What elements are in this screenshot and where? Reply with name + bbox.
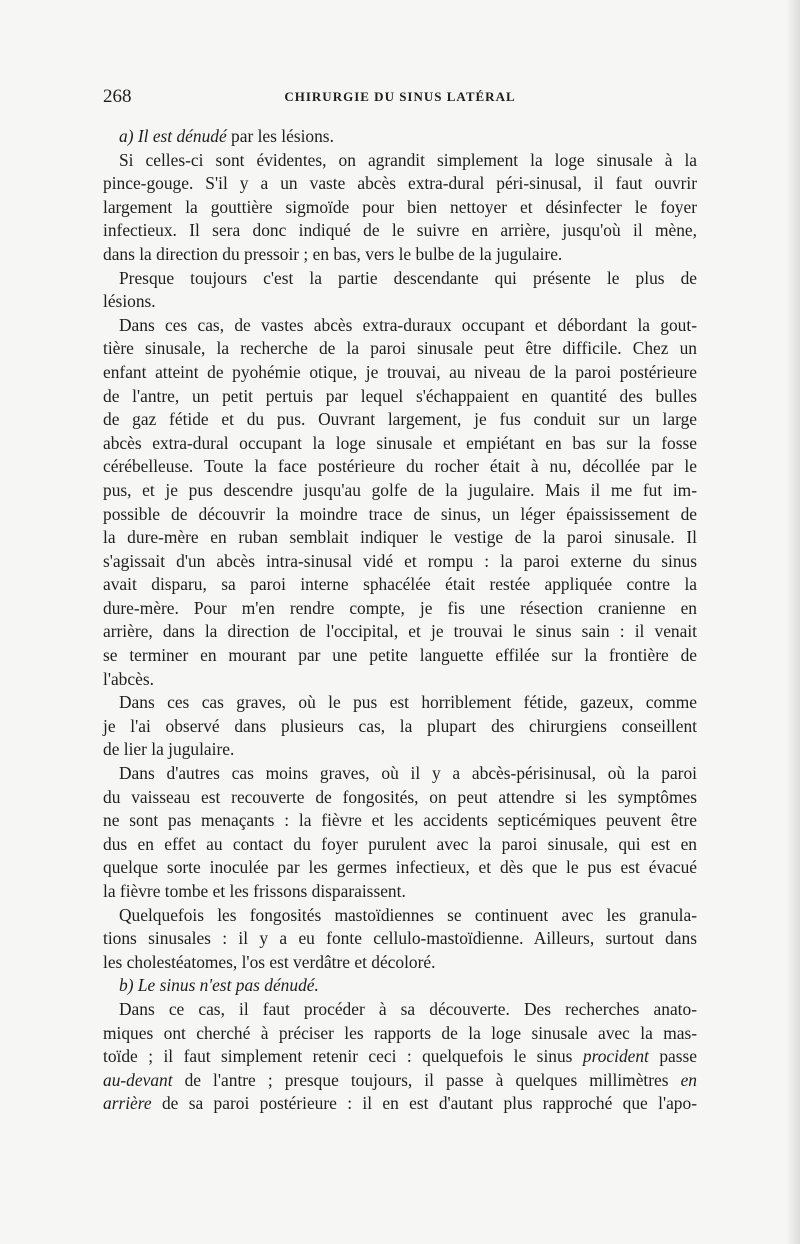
text-segment: la dure-mère en ruban semblait indiquer le vestige de la paroi sinusale. Il [103, 527, 697, 548]
text-segment: possible de découvrir la moindre trace de sinus, un léger épaississement de [103, 503, 697, 524]
text-line [103, 951, 697, 975]
text-line [103, 998, 697, 1022]
text-segment: tière sinusale, la recherche de la paroi sinusale peut être difficile. Chez un [103, 338, 697, 359]
text-segment: passe [648, 1046, 697, 1067]
text-line [103, 290, 697, 314]
text-segment: cérébelleuse. Toute la face postérieure du rocher était à nu, décollée par le [103, 456, 697, 477]
text-segment: quelque sorte inoculée par les germes infectieux, et dès que le pus est évacué [103, 857, 697, 878]
text-segment: largement la gouttière sigmoïde pour bien nettoyer et désinfecter le foyer [103, 196, 697, 217]
text-segment: de sa paroi postérieure : il en est d'autant plus rapproché que l'apo- [151, 1093, 697, 1114]
italic-text: en [680, 1069, 697, 1090]
italic-text: Il est dénudé [137, 126, 227, 146]
text-segment: de gaz fétide et du pus. Ouvrant largement, je fus conduit sur un large [103, 409, 697, 430]
text-line [103, 668, 697, 692]
text-segment: Dans ces cas, de vastes abcès extra-duraux occupant et débordant la gout- [119, 314, 697, 335]
body-text [103, 125, 697, 1116]
italic-text: au-devant [103, 1069, 173, 1090]
text-segment: Presque toujours c'est la partie descendante qui présente le plus de [119, 267, 697, 288]
text-line [103, 337, 697, 361]
italic-text: procident [582, 1046, 649, 1067]
italic-text: arrière [103, 1093, 152, 1114]
text-line [103, 526, 697, 550]
text-line [103, 408, 697, 432]
italic-text: b) Le sinus n'est pas dénudé. [119, 975, 319, 996]
text-line [103, 149, 697, 173]
text-line [103, 1022, 697, 1046]
text-line [103, 1069, 697, 1093]
text-line [103, 243, 697, 267]
text-line [103, 455, 697, 479]
text-line [103, 573, 697, 597]
text-segment: miques ont cherché à préciser les rapports de la loge sinusale avec la mas- [103, 1022, 697, 1043]
text-segment: l'abcès. [103, 668, 154, 689]
text-line [103, 550, 697, 574]
text-segment: pus, et je pus descendre jusqu'au golfe de la jugulaire. Mais il me fut im- [103, 479, 697, 500]
text-line [103, 809, 697, 833]
text-segment: toïde ; il faut simplement retenir ceci : quelquefois le sinus [103, 1046, 583, 1067]
text-line [103, 597, 697, 621]
text-segment: dans la direction du pressoir ; en bas, vers le bulbe de la jugulaire. [103, 243, 563, 264]
text-line [103, 314, 697, 338]
text-line [103, 361, 697, 385]
text-line [103, 880, 697, 904]
text-segment: arrière, dans la direction de l'occipital, et je trouvai le sinus sain : il venait [103, 621, 697, 642]
text-line [103, 125, 697, 149]
text-line [103, 904, 697, 928]
text-segment: ne sont pas menaçants : la fièvre et les accidents septicémiques peuvent être [103, 810, 697, 831]
text-segment: par les lésions. [226, 126, 334, 146]
page-edge-shadow [786, 0, 800, 1244]
text-line [103, 620, 697, 644]
text-segment: Si celles-ci sont évidentes, on agrandit simplement la loge sinusale à la [119, 149, 697, 170]
text-line [103, 715, 697, 739]
text-line [103, 1092, 697, 1116]
text-line [103, 219, 697, 243]
text-segment: du vaisseau est recouverte de fongosités, on peut attendre si les symptômes [103, 786, 697, 807]
text-segment: enfant atteint de pyohémie otique, je trouvai, au niveau de la paroi postérieure [103, 361, 697, 382]
text-line [103, 974, 697, 998]
text-line [103, 762, 697, 786]
text-line [103, 856, 697, 880]
text-line [103, 267, 697, 291]
text-line [103, 927, 697, 951]
text-segment: Dans ces cas graves, où le pus est horriblement fétide, gazeux, comme [119, 692, 697, 713]
text-line [103, 172, 697, 196]
text-segment: je l'ai observé dans plusieurs cas, la plupart des chirurgiens conseillent [103, 715, 697, 736]
text-line [103, 738, 697, 762]
text-segment: Quelquefois les fongosités mastoïdiennes se continuent avec les granula- [119, 904, 697, 925]
text-segment: s'agissait d'un abcès intra-sinusal vidé et rompu : la paroi externe du sinus [103, 550, 697, 571]
text-line [103, 432, 697, 456]
text-segment: la fièvre tombe et les frissons disparaissent. [103, 881, 406, 901]
text-segment: les cholestéatomes, l'os est verdâtre et décoloré. [103, 951, 436, 972]
text-segment: se terminer en mourant par une petite languette effilée sur la frontière de [103, 645, 697, 666]
text-segment: tions sinusales : il y a eu fonte cellulo-mastoïdienne. Ailleurs, surtout dans [103, 928, 697, 949]
text-segment: dus en effet au contact du foyer purulent avec la paroi sinusale, qui est en [103, 833, 697, 854]
text-segment: Dans d'autres cas moins graves, où il y a abcès-périsinusal, où la paroi [119, 763, 697, 784]
text-line [103, 786, 697, 810]
text-segment: de l'antre, un petit pertuis par lequel s'échappaient en quantité des bulles [103, 385, 697, 406]
italic-text: a) [119, 126, 138, 146]
text-segment: pince-gouge. S'il y a un vaste abcès extra-dural péri-sinusal, il faut ouvrir [103, 173, 697, 194]
text-line [103, 1045, 697, 1069]
text-line [103, 644, 697, 668]
running-title: CHIRURGIE DU SINUS LATÉRAL [284, 89, 516, 104]
text-line [103, 479, 697, 503]
page-number: 268 [103, 86, 132, 107]
text-line [103, 503, 697, 527]
text-segment: avait disparu, sa paroi interne sphacélée était restée appliquée contre la [103, 574, 697, 595]
text-segment: Dans ce cas, il faut procéder à sa découverte. Des recherches anato- [119, 998, 697, 1019]
text-line [103, 691, 697, 715]
text-segment: lésions. [103, 291, 156, 312]
text-segment: de l'antre ; presque toujours, il passe à quelques millimètres [172, 1069, 681, 1090]
text-segment: infectieux. Il sera donc indiqué de le suivre en arrière, jusqu'où il mène, [103, 220, 697, 241]
text-line [103, 385, 697, 409]
text-segment: de lier la jugulaire. [103, 739, 235, 760]
text-segment: abcès extra-dural occupant la loge sinusale et empiétant en bas sur la fosse [103, 432, 697, 453]
text-segment: dure-mère. Pour m'en rendre compte, je fis une résection cranienne en [103, 597, 697, 618]
text-line [103, 196, 697, 220]
text-line [103, 833, 697, 857]
page-header [103, 86, 697, 110]
